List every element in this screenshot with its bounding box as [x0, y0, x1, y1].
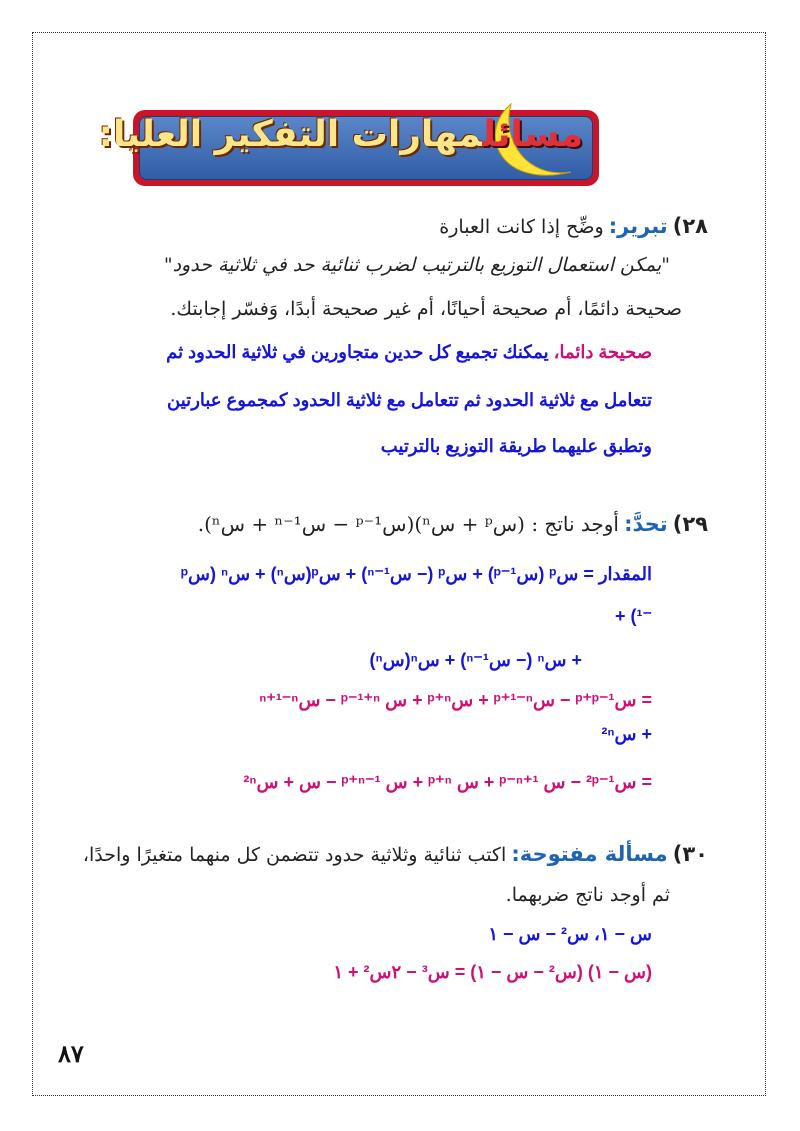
q30-line1: اكتب ثنائية وثلاثية حدود تتضمن كل منهما متغيرًا واحدًا،	[82, 844, 507, 866]
q28-statement: "يمكن استعمال التوزيع بالترتيب لضرب ثنائية حد في ثلاثية حدود"	[163, 254, 670, 276]
page-number: ٨٧	[58, 1041, 84, 1068]
q28-header	[439, 214, 708, 238]
q29-step4: = س²ᵖ⁻¹ − س ᵖ⁻ⁿ⁺¹ + س ᵖ⁺ⁿ + س ᵖ⁺ⁿ⁻¹ − س + س²ⁿ	[243, 772, 652, 792]
banner-title-highlight: مسائل	[482, 114, 583, 155]
q30-line2: ثم أوجد ناتج ضربهما.	[505, 884, 670, 906]
q28-answer-text1: يمكنك تجميع كل حدين متجاورين في ثلاثية الحدود ثم	[166, 342, 549, 362]
q28-answer-line1	[166, 342, 652, 363]
q28-answer-highlight: صحيحة دائما،	[553, 342, 652, 362]
q28-line3: صحيحة دائمًا، أم صحيحة أحيانًا، أم غير صحيحة أبدًا، وَفسّر إجابتك.	[170, 298, 682, 320]
q30-label: مسألة مفتوحة:	[511, 842, 668, 866]
banner-title-main: مهارات التفكير العليا:	[98, 114, 483, 155]
q29-label: تحدَّ:	[624, 512, 668, 536]
q30-answer2: (س − ١) (س² − س − ١) = س³ − ٢س² + ١	[333, 962, 652, 982]
q29-step3: = سᵖ⁺ᵖ⁻¹ − سᵖ⁺¹⁻ⁿ + سᵖ⁺ⁿ + س ᵖ⁻¹⁺ⁿ − سⁿ⁺¹⁻ⁿ	[259, 690, 652, 710]
q30-number: ٣٠)	[672, 842, 708, 866]
q29-step3b: + س²ⁿ	[601, 724, 652, 744]
q28-number: ٢٨)	[672, 214, 708, 238]
q29-header	[198, 512, 708, 536]
q30-header	[83, 842, 708, 866]
q29-step1b: + (¹⁻	[614, 606, 652, 626]
q28-answer-line3: وتطبق عليهما طريقة التوزيع بالترتيب	[380, 436, 652, 456]
q28-line1: وضِّح إذا كانت العبارة	[439, 216, 604, 238]
q29-prompt: أوجد ناتج : (سᵖ + سⁿ)(سᵖ⁻¹ − س¹⁻ⁿ + سⁿ).	[197, 512, 619, 536]
q28-answer-line2: تتعامل مع ثلاثية الحدود ثم تتعامل مع ثلاثية الحدود كمجموع عبارتين	[167, 390, 652, 410]
q30-answer1: س − ١، س² − س − ١	[488, 924, 652, 944]
q28-label: تبرير:	[608, 214, 668, 238]
q29-step2: + سⁿ (− س¹⁻ⁿ) + سⁿ(سⁿ)	[369, 650, 582, 670]
section-banner	[98, 100, 599, 188]
q29-number: ٢٩)	[672, 512, 708, 536]
q29-step1: المقدار = سᵖ (سᵖ⁻¹) + سᵖ (− س¹⁻ⁿ) + سᵖ(سⁿ) + سⁿ (سᵖ	[180, 564, 652, 584]
banner-title	[99, 114, 583, 155]
